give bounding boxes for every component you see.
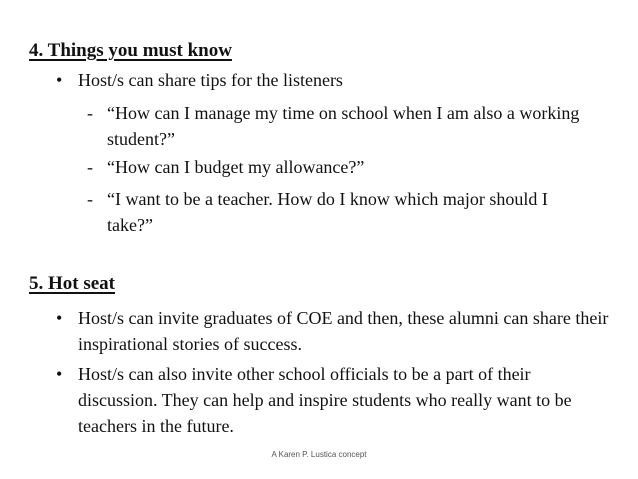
footer-credit: A Karen P. Lustica concept <box>271 450 367 459</box>
sub-bullet-item <box>87 100 602 152</box>
bullet-text: Host/s can invite graduates of COE and then, these alumni can share their inspirational stories of success. <box>78 308 609 354</box>
bullet-text: Host/s can share tips for the listeners <box>78 70 343 90</box>
sub-bullet-text: “How can I manage my time on school when I am also a working student?” <box>107 103 580 149</box>
sub-bullet-item <box>87 186 587 238</box>
sub-bullet-item <box>87 154 602 180</box>
bullet-marker: • <box>56 70 63 90</box>
section-heading-things-you-must-know: 4. Things you must know <box>29 40 232 61</box>
bullet-marker: • <box>56 308 63 328</box>
bullet-item <box>56 361 613 439</box>
dash-marker: - <box>87 189 93 209</box>
bullet-marker: • <box>56 364 63 384</box>
bullet-item <box>56 305 618 357</box>
dash-marker: - <box>87 103 93 123</box>
bullet-item <box>56 67 618 93</box>
sub-bullet-text: “I want to be a teacher. How do I know which major should I take?” <box>107 189 548 235</box>
dash-marker: - <box>87 157 93 177</box>
bullet-text: Host/s can also invite other school officials to be a part of their discussion. They can help and inspire students who really want to be teachers in the future. <box>78 364 572 436</box>
sub-bullet-text: “How can I budget my allowance?” <box>107 157 365 177</box>
section-heading-hot-seat: 5. Hot seat <box>29 273 116 294</box>
